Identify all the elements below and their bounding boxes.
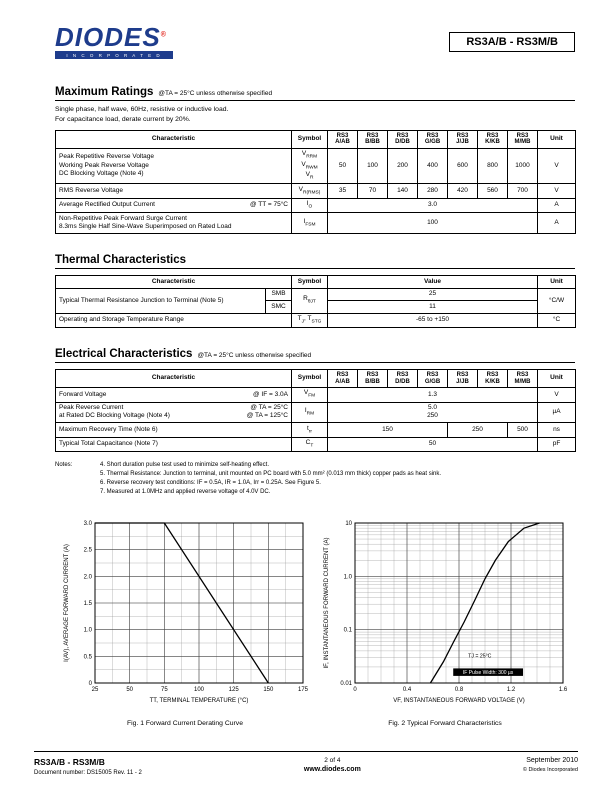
footer-part-number: RS3A/B - RS3M/B (34, 757, 105, 767)
col-value: Value (328, 276, 538, 288)
value-cell: 400 (418, 148, 448, 184)
note-item: 7. Measured at 1.0MHz and applied reverse voltage of 4.0V DC. (100, 489, 271, 496)
device-col-header: RS3 J/JB (448, 131, 478, 149)
notes-block (55, 461, 575, 497)
symbol-cell: $I_O$ (292, 198, 328, 213)
value-cell: 100 (328, 213, 538, 234)
device-col-header: RS3 M/MB (508, 370, 538, 388)
device-col-header: RS3 D/DB (388, 370, 418, 388)
unit-cell: ns (538, 423, 576, 438)
value-cell: 1000 (508, 148, 538, 184)
electrical-characteristics-table (55, 369, 576, 452)
value-cell: 1.3 (328, 387, 538, 402)
symbol-cell: $V_{FM}$ (292, 387, 328, 402)
unit-cell: pF (538, 437, 576, 452)
svg-text:IF Pulse Width: 300 µs: IF Pulse Width: 300 µs (462, 670, 514, 677)
condition-text: @ IF = 3.0A (253, 390, 288, 398)
svg-text:50: 50 (126, 687, 134, 694)
section-electrical-heading (55, 348, 575, 363)
symbol-cell: $R_{\theta JT}$ (292, 288, 328, 313)
value-cell: 3.0 (328, 198, 538, 213)
section-condition: @TA = 25°C unless otherwise specified (158, 90, 273, 97)
value-cell: 800 (478, 148, 508, 184)
section-title: Thermal Characteristics (55, 254, 187, 267)
condition-text: @ TT = 75°C (249, 201, 288, 209)
svg-text:125: 125 (228, 687, 239, 694)
svg-text:2.0: 2.0 (83, 574, 92, 581)
svg-text:1.0: 1.0 (343, 574, 352, 581)
registered-mark-icon: ® (160, 31, 167, 39)
row-rms-reverse-voltage (56, 184, 576, 199)
condition-text: @ TA = 125°C (246, 412, 288, 420)
footer-website-link[interactable]: www.diodes.com (303, 766, 361, 773)
characteristic-cell: Non-Repetitive Peak Forward Surge Current 8.3ms Single Half Sine-Wave Superimposed on Rated Load (56, 213, 292, 234)
value-cell: 35 (328, 184, 358, 199)
characteristic-cell: Peak Reverse Current @ TA = 25°C at Rated DC Blocking Voltage (Note 4) @ TA = 125°C (56, 402, 292, 423)
row-reverse-voltage (56, 148, 576, 184)
svg-text:0.8: 0.8 (454, 687, 464, 694)
package-cell-smc: SMC (266, 301, 292, 313)
fig1-chart-canvas (59, 513, 311, 718)
value-cell: 11 (328, 301, 538, 313)
value-cell: 500 (508, 423, 538, 438)
value-cell: 100 (358, 148, 388, 184)
characteristic-cell: Typical Total Capacitance (Note 7) (56, 437, 292, 452)
symbol-cell: $t_{rr}$ (292, 423, 328, 438)
table-header-row (56, 276, 576, 288)
col-symbol: Symbol (292, 276, 328, 288)
value-cell: 700 (508, 184, 538, 199)
col-unit: Unit (538, 276, 576, 288)
row-surge-current (56, 213, 576, 234)
unit-cell: °C (538, 313, 576, 328)
fig2-caption: Fig. 2 Typical Forward Characteristics (388, 720, 502, 728)
row-recovery-time (56, 423, 576, 438)
svg-text:0.01: 0.01 (340, 681, 352, 688)
svg-text:150: 150 (263, 687, 274, 694)
thermal-characteristics-table (55, 275, 576, 328)
load-conditions-text (55, 105, 575, 124)
symbol-cell: $V_{R(RMS)}$ (292, 184, 328, 199)
fig2-forward-characteristics-chart (319, 513, 571, 727)
row-thermal-resistance (56, 288, 576, 300)
device-col-header: RS3 A/AB (328, 131, 358, 149)
svg-text:100: 100 (193, 687, 205, 694)
package-cell-smb: SMB (266, 288, 292, 300)
value-cell: -65 to +150 (328, 313, 538, 328)
fig2-chart-canvas (319, 513, 571, 718)
col-symbol: Symbol (292, 131, 328, 149)
symbol-cell: $C_T$ (292, 437, 328, 452)
note-item: 4. Short duration pulse test used to minimize self-heating effect. (100, 462, 269, 469)
device-col-header: RS3 B/BB (358, 370, 388, 388)
intro-line-2: For capacitance load, derate current by 20%. (55, 115, 191, 123)
device-col-header: RS3 G/GB (418, 131, 448, 149)
svg-text:1.5: 1.5 (83, 601, 92, 608)
svg-text:75: 75 (160, 687, 168, 694)
device-col-header: RS3 D/DB (388, 131, 418, 149)
value-cell: 200 (388, 148, 418, 184)
device-col-header: RS3 J/JB (448, 370, 478, 388)
value-cell: 280 (418, 184, 448, 199)
page-header (55, 24, 575, 68)
characteristic-cell: Peak Repetitive Reverse Voltage Working Peak Reverse Voltage DC Blocking Voltage (Note 4) (56, 148, 292, 184)
device-col-header: RS3 K/KB (478, 131, 508, 149)
row-peak-reverse-current (56, 402, 576, 423)
unit-cell: V (538, 184, 576, 199)
part-number-box: RS3A/B - RS3M/B (449, 32, 575, 52)
device-col-header: RS3 M/MB (508, 131, 538, 149)
footer-center (304, 757, 361, 773)
svg-text:1.2: 1.2 (506, 687, 516, 694)
svg-text:VF, INSTANTANEOUS FORWARD VOLT: VF, INSTANTANEOUS FORWARD VOLTAGE (V) (393, 698, 525, 705)
footer-right (523, 757, 578, 773)
table-header-row (56, 131, 576, 149)
svg-text:1.0: 1.0 (83, 628, 92, 635)
footer-page-number: 2 of 4 (324, 757, 341, 764)
unit-cell: V (538, 148, 576, 184)
svg-text:0.5: 0.5 (83, 654, 92, 661)
value-cell: 50 (328, 148, 358, 184)
col-unit: Unit (538, 131, 576, 149)
logo-incorporated-bar: I N C O R P O R A T E D (55, 51, 173, 59)
footer-left (34, 757, 142, 776)
notes-label: Notes: (55, 462, 73, 469)
col-characteristic: Characteristic (56, 131, 292, 149)
section-condition: @TA = 25°C unless otherwise specified (197, 352, 312, 360)
characteristic-cell: Forward Voltage @ IF = 3.0A (56, 387, 292, 402)
svg-text:2.5: 2.5 (83, 548, 92, 555)
maximum-ratings-table (55, 130, 576, 234)
svg-text:0: 0 (88, 681, 92, 688)
row-operating-temperature (56, 313, 576, 328)
device-col-header: RS3 B/BB (358, 131, 388, 149)
symbol-cell: $T_J$, $T_{STG}$ (292, 313, 328, 328)
fig1-derating-chart (59, 513, 311, 727)
symbol-cell: $I_{RM}$ (292, 402, 328, 423)
value-cell: 150 (328, 423, 448, 438)
characteristic-cell: Typical Thermal Resistance Junction to Terminal (Note 5) (56, 288, 266, 313)
footer-document-number: Document number: DS15005 Rev. 11 - 2 (34, 770, 142, 776)
svg-text:TT, TERMINAL TEMPERATURE (°C): TT, TERMINAL TEMPERATURE (°C) (149, 698, 249, 705)
section-maximum-ratings-heading (55, 86, 575, 101)
symbol-cell: $I_{FSM}$ (292, 213, 328, 234)
footer-copyright: © Diodes Incorporated (522, 767, 578, 773)
section-title: Electrical Characteristics (55, 348, 193, 361)
intro-line-1: Single phase, half wave, 60Hz, resistive or inductive load. (55, 106, 229, 113)
row-forward-voltage (56, 387, 576, 402)
col-characteristic: Characteristic (56, 370, 292, 388)
page-footer (34, 751, 578, 776)
svg-text:175: 175 (297, 687, 309, 694)
notes-items (100, 461, 441, 497)
value-cell: 420 (448, 184, 478, 199)
value-cell: 560 (478, 184, 508, 199)
device-col-header: RS3 G/GB (418, 370, 448, 388)
svg-text:3.0: 3.0 (83, 521, 92, 528)
col-characteristic: Characteristic (56, 276, 292, 288)
value-cell: 250 (448, 423, 508, 438)
unit-cell: µA (538, 402, 576, 423)
unit-cell: A (538, 198, 576, 213)
value-cell: 600 (448, 148, 478, 184)
value-cell: 5.0 250 (328, 402, 538, 423)
value-cell: 25 (328, 288, 538, 300)
value-cell: 70 (358, 184, 388, 199)
svg-text:0.1: 0.1 (343, 628, 352, 635)
table-header-row (56, 370, 576, 388)
characteristic-cell: Average Rectified Output Current @ TT = 75°C (56, 198, 292, 213)
svg-text:0.4: 0.4 (402, 687, 412, 694)
characteristic-cell: RMS Reverse Voltage (56, 184, 292, 199)
note-item: 6. Reverse recovery test conditions: IF = 0.5A, IR = 1.0A, Irr = 0.25A. See Figure 5. (100, 480, 321, 487)
value-cell: 50 (328, 437, 538, 452)
value-cell: 140 (388, 184, 418, 199)
svg-text:25: 25 (91, 687, 99, 694)
characteristic-cell: Maximum Recovery Time (Note 6) (56, 423, 292, 438)
symbol-cell: $V_{RRM}$ $V_{RWM}$ $V_R$ (292, 148, 328, 184)
unit-cell: °C/W (538, 288, 576, 313)
svg-text:10: 10 (345, 521, 352, 528)
device-col-header: RS3 K/KB (478, 370, 508, 388)
condition-text: @ TA = 25°C (250, 404, 288, 411)
row-total-capacitance (56, 437, 576, 452)
unit-cell: A (538, 213, 576, 234)
row-average-rectified-output-current (56, 198, 576, 213)
section-thermal-heading (55, 254, 575, 269)
characteristic-cell: Operating and Storage Temperature Range (56, 313, 292, 328)
device-col-header: RS3 A/AB (328, 370, 358, 388)
svg-text:IF, INSTANTANEOUS FORWARD CURR: IF, INSTANTANEOUS FORWARD CURRENT (A) (324, 537, 330, 669)
svg-text:1.6: 1.6 (558, 687, 568, 694)
figures-row (55, 513, 575, 727)
col-symbol: Symbol (292, 370, 328, 388)
logo-wordmark: DIODES (55, 22, 161, 52)
col-unit: Unit (538, 370, 576, 388)
svg-text:TJ = 25°C: TJ = 25°C (468, 653, 492, 660)
svg-text:0: 0 (353, 687, 357, 694)
section-title: Maximum Ratings (55, 86, 154, 98)
note-item: 5. Thermal Resistance: Junction to terminal, unit mounted on PC board with 5.0 mm² (0.013 mm thick) copper pads as heat sink. (100, 471, 442, 478)
svg-text:I(AV), AVERAGE FORWARD CURRENT: I(AV), AVERAGE FORWARD CURRENT (A) (64, 544, 70, 663)
unit-cell: V (538, 387, 576, 402)
fig1-caption: Fig. 1 Forward Current Derating Curve (127, 720, 243, 728)
footer-date: September 2010 (526, 757, 578, 764)
